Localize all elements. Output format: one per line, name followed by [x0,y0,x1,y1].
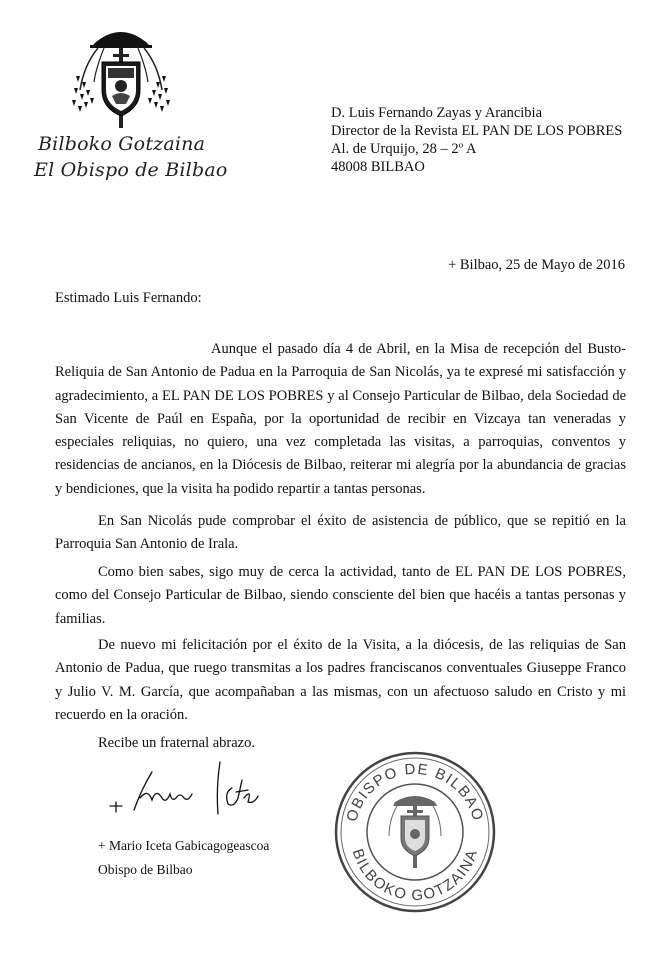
body-paragraph: Aunque el pasado día 4 de Abril, en la Misa de recepción del Busto-Reliquia de San Antonio de Padua en la Parroquia de San Nicolás, ya te expresé mi satisfacción y agradecimiento, a EL PAN DE LOS POBRES y al Consejo Particular de Bilbao, dela Sociedad de San Vicente de Paúl en España, por la oportunidad de recibir en Vizcaya tan veneradas y especiales reliquias, no quiero, una vez completada las visitas, a parroquias, conventos y residencias de ancianos, en la Diócesis de Bilbao, reiterar mi alegría por la abundancia de gracias y bendiciones, que la visita ha podido repartir a tantas personas. [55,341,626,497]
letterhead-spanish: El Obispo de Bilbao [34,159,228,181]
body-paragraph: De nuevo mi felicitación por el éxito de la Visita, a la diócesis, de las reliquias de San Antonio de Padua, que ruego transmitas a los padres franciscanos conventuales Giuseppe Franco y Julio V. M. García, que acompañaban a las mismas, con un afectuoso saludo en Cristo y mi recuerdo en la oración. [55,637,626,723]
greeting: Estimado Luis Fernando: [55,290,202,306]
recipient-street: Al. de Urquijo, 28 – 2º A [331,141,477,157]
signer-role: Obispo de Bilbao [98,862,193,877]
letterhead-basque: Bilboko Gotzaina [38,133,206,155]
recipient-city: 48008 BILBAO [331,159,425,175]
letter-date: + Bilbao, 25 de Mayo de 2016 [448,257,625,273]
signer-name: + Mario Iceta Gabicagogeascoa [98,838,270,853]
handwritten-signature [108,758,268,818]
recipient-name: D. Luis Fernando Zayas y Arancibia [331,105,543,121]
svg-text:OBISPO DE BILBAO: OBISPO DE BILBAO [343,760,487,824]
official-seal-stamp [333,750,497,914]
recipient-address [331,104,622,176]
body-paragraph: En San Nicolás pude comprobar el éxito de asistencia de público, que se repitió en la Parroquia San Antonio de Irala. [55,513,626,553]
signer-block [98,834,269,882]
body-paragraph: Como bien sabes, sigo muy de cerca la actividad, tanto de EL PAN DE LOS POBRES, como del Consejo Particular de Bilbao, siendo consciente del bien que hacéis a tantas personas y familias. [55,564,626,627]
svg-text:BILBOKO GOTZAINA: BILBOKO GOTZAINA [348,846,482,905]
recipient-title: Director de la Revista EL PAN DE LOS POBRES [331,123,623,139]
closing: Recibe un fraternal abrazo. [98,735,255,751]
episcopal-coat-of-arms-icon [66,20,176,130]
